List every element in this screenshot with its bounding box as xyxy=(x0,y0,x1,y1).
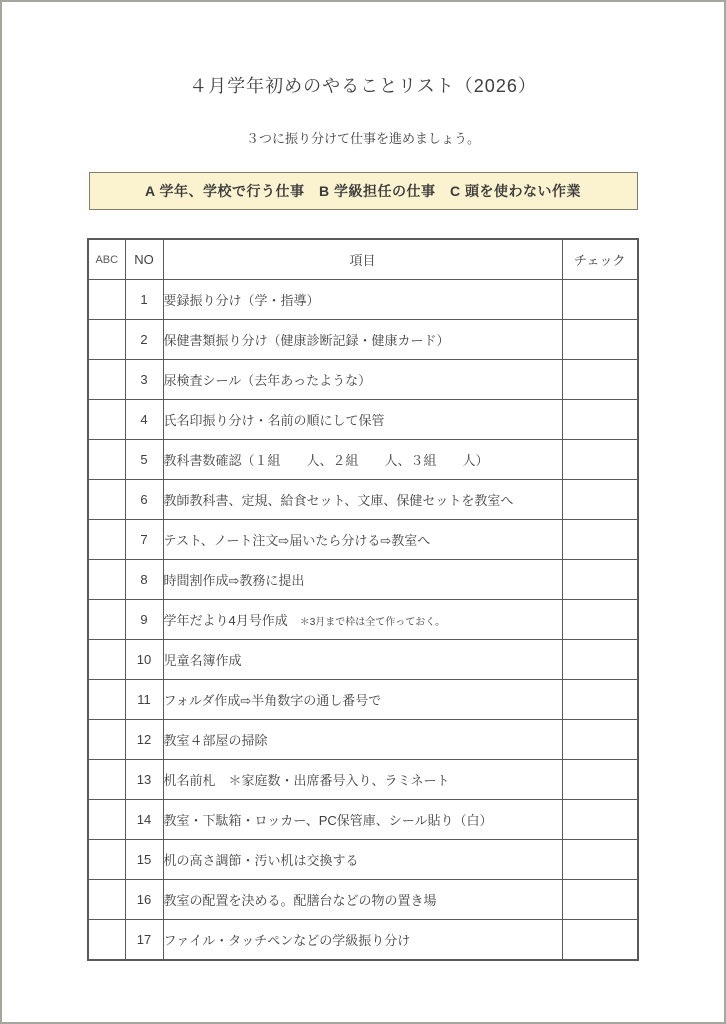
col-header-abc: ABC xyxy=(88,239,125,280)
task-item-text: 机名前札 ＊家庭数・出席番号入り、ラミネート xyxy=(163,773,450,788)
check-cell xyxy=(562,680,638,720)
abc-cell xyxy=(88,720,125,760)
table-row xyxy=(88,600,638,640)
table-row xyxy=(88,520,638,560)
check-cell xyxy=(562,440,638,480)
abc-cell xyxy=(88,800,125,840)
abc-cell xyxy=(88,440,125,480)
abc-cell xyxy=(88,640,125,680)
task-item xyxy=(163,320,562,360)
task-item xyxy=(163,760,562,800)
check-cell xyxy=(562,480,638,520)
row-number: 13 xyxy=(125,760,163,800)
row-number: 16 xyxy=(125,880,163,920)
abc-cell xyxy=(88,560,125,600)
table-row xyxy=(88,360,638,400)
task-item xyxy=(163,920,562,961)
task-item-text: フォルダ作成⇨半角数字の通し番号で xyxy=(163,693,382,708)
check-cell xyxy=(562,280,638,320)
check-cell xyxy=(562,760,638,800)
abc-cell xyxy=(88,320,125,360)
task-item-text: 教室４部屋の掃除 xyxy=(163,733,268,748)
check-cell xyxy=(562,360,638,400)
task-item xyxy=(163,720,562,760)
task-item-text: ファイル・タッチペンなどの学級振り分け xyxy=(163,933,411,948)
row-number: 4 xyxy=(125,400,163,440)
row-number: 12 xyxy=(125,720,163,760)
table-row xyxy=(88,880,638,920)
task-item xyxy=(163,560,562,600)
task-item xyxy=(163,600,562,640)
abc-cell xyxy=(88,840,125,880)
todo-table xyxy=(87,238,639,961)
task-item xyxy=(163,840,562,880)
row-number: 17 xyxy=(125,920,163,961)
check-cell xyxy=(562,320,638,360)
check-cell xyxy=(562,560,638,600)
task-item xyxy=(163,440,562,480)
task-item-text: 教室の配置を決める。配膳台などの物の置き場 xyxy=(163,893,437,908)
row-number: 14 xyxy=(125,800,163,840)
row-number: 5 xyxy=(125,440,163,480)
row-number: 2 xyxy=(125,320,163,360)
row-number: 3 xyxy=(125,360,163,400)
task-item xyxy=(163,400,562,440)
task-item xyxy=(163,880,562,920)
abc-cell xyxy=(88,520,125,560)
task-item-text: 氏名印振り分け・名前の順にして保管 xyxy=(163,413,385,428)
check-cell xyxy=(562,400,638,440)
task-item-text: 時間割作成⇨教務に提出 xyxy=(163,573,305,588)
col-header-item: 項目 xyxy=(163,239,562,280)
table-row xyxy=(88,720,638,760)
abc-cell xyxy=(88,680,125,720)
page-subtitle: ３つに振り分けて仕事を進めましょう。 xyxy=(245,131,480,146)
table-row xyxy=(88,400,638,440)
check-cell xyxy=(562,800,638,840)
abc-cell xyxy=(88,400,125,440)
page-title: ４月学年初めのやることリスト（2026） xyxy=(189,76,537,96)
task-item-text: テスト、ノート注文⇨届いたら分ける⇨教室へ xyxy=(163,533,431,548)
check-cell xyxy=(562,640,638,680)
task-item-note: ＊3月まで枠は全て作っておく。 xyxy=(299,617,446,628)
row-number: 11 xyxy=(125,680,163,720)
row-number: 7 xyxy=(125,520,163,560)
check-cell xyxy=(562,520,638,560)
table-row xyxy=(88,840,638,880)
abc-cell xyxy=(88,920,125,961)
check-cell xyxy=(562,920,638,961)
task-item xyxy=(163,480,562,520)
task-item-text: 机の高さ調節・汚い机は交換する xyxy=(163,853,359,868)
row-number: 10 xyxy=(125,640,163,680)
task-item-text: 要録振り分け（学・指導） xyxy=(163,293,320,308)
check-cell xyxy=(562,600,638,640)
table-row xyxy=(88,560,638,600)
table-row xyxy=(88,440,638,480)
abc-cell xyxy=(88,360,125,400)
row-number: 1 xyxy=(125,280,163,320)
check-cell xyxy=(562,720,638,760)
task-item-text: 保健書類振り分け（健康診断記録・健康カード） xyxy=(163,333,450,348)
row-number: 15 xyxy=(125,840,163,880)
table-row xyxy=(88,320,638,360)
abc-cell xyxy=(88,760,125,800)
table-header-row xyxy=(88,239,638,280)
abc-cell xyxy=(88,880,125,920)
abc-cell xyxy=(88,480,125,520)
task-item-text: 児童名簿作成 xyxy=(163,653,242,668)
row-number: 9 xyxy=(125,600,163,640)
abc-cell xyxy=(88,600,125,640)
row-number: 8 xyxy=(125,560,163,600)
col-header-no: NO xyxy=(125,239,163,280)
table-row xyxy=(88,640,638,680)
task-item xyxy=(163,680,562,720)
task-item xyxy=(163,640,562,680)
table-row xyxy=(88,920,638,961)
table-row xyxy=(88,760,638,800)
table-row xyxy=(88,480,638,520)
task-item-text: 学年だより4月号作成 xyxy=(163,613,288,628)
task-item xyxy=(163,360,562,400)
task-item xyxy=(163,800,562,840)
task-item-text: 教室・下駄箱・ロッカー、PC保管庫、シール貼り（白） xyxy=(163,813,493,828)
row-number: 6 xyxy=(125,480,163,520)
task-item xyxy=(163,280,562,320)
task-item-text: 教師教科書、定規、給食セット、文庫、保健セットを教室へ xyxy=(163,493,514,508)
task-item-text: 尿検査シール（去年あったような） xyxy=(163,373,372,388)
task-item xyxy=(163,520,562,560)
abc-cell xyxy=(88,280,125,320)
table-row xyxy=(88,280,638,320)
col-header-check: チェック xyxy=(562,239,638,280)
table-row xyxy=(88,800,638,840)
task-item-text: 教科書数確認（１組 人、２組 人、３組 人） xyxy=(163,453,489,468)
category-banner: A 学年、学校で行う仕事 B 学級担任の仕事 C 頭を使わない作業 xyxy=(89,172,638,210)
table-row xyxy=(88,680,638,720)
check-cell xyxy=(562,840,638,880)
check-cell xyxy=(562,880,638,920)
